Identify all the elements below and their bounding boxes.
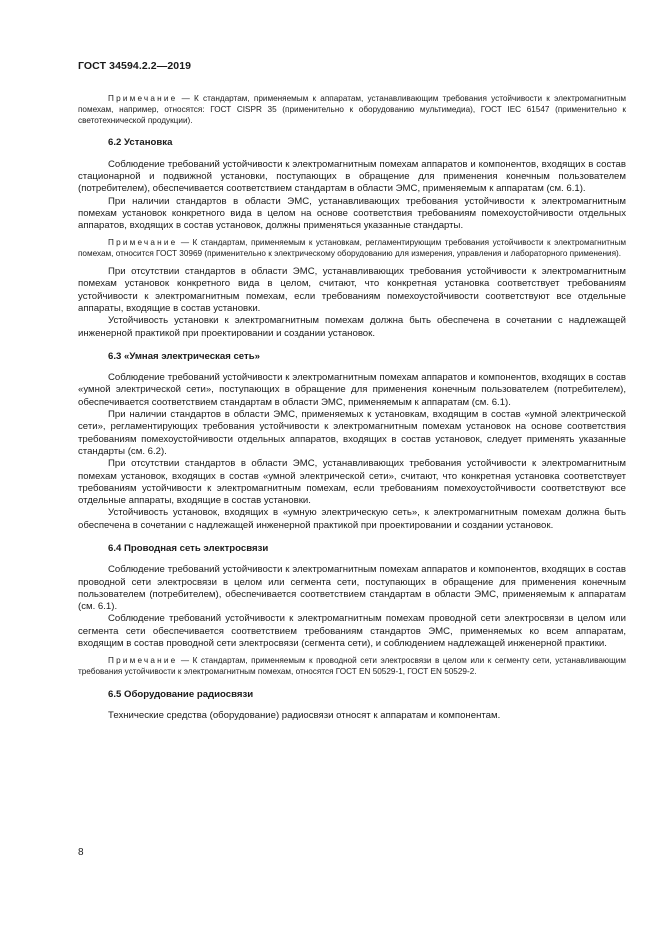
- page-number: 8: [78, 847, 84, 858]
- section-heading-6-3: 6.3 «Умная электрическая сеть»: [108, 350, 260, 362]
- section-heading-6-4: 6.4 Проводная сеть электросвязи: [108, 543, 269, 554]
- paragraph: При наличии стандартов в области ЭМС, применяемых к установкам, входящим в состав «умной электрической сети», регламентирующих требования устойчивости к электромагнитным помехам установок на основе соответствия требованиям помехоустойчивости отдельных аппаратов, входящих в состав установок, следует применять указанные стандарты (см. 6.2).: [78, 409, 626, 457]
- paragraph: Устойчивость установки к электромагнитным помехам должна быть обеспечена в сочетании с надлежащей инженерной практикой при проектировании и создании установок.: [78, 315, 626, 339]
- paragraph: Соблюдение требований устойчивости к электромагнитным помехам проводной сети электросвязи в целом или сегмента сети обеспечивается соответствием требованиям стандартов ЭМС, применяемых ко всем аппаратам, входящим в состав проводной сети электросвязи (сегмента сети), и соблюдением надлежащей инженерной практики.: [78, 613, 626, 650]
- paragraph: При отсутствии стандартов в области ЭМС, устанавливающих требования устойчивости к электромагнитным помехам установок конкретного вида в целом, считают, что конкретная установка соответствует требованиям устойчивости к электромагнитным помехам, если требованиям помехоустойчивости соответствуют все отдельные аппараты, входящие в состав установки.: [78, 266, 626, 314]
- paragraph: Соблюдение требований устойчивости к электромагнитным помехам аппаратов и компонентов, входящих в состав проводной сети электросвязи в целом или сегмента сети, поступающих в обращение для применения конечным пользователем (потребителем), обеспечивается соответствием стандартам в области ЭМС, применяемым к аппаратам (см. 6.1).: [78, 564, 626, 613]
- paragraph: Соблюдение требований устойчивости к электромагнитным помехам аппаратов и компонентов, входящих в состав «умной электрической сети», поступающих в обращение для применения конечным пользователем (потребителем), обеспечивается соответствием стандартам в области ЭМС, применяемым к аппаратам (см. 6.1).: [78, 372, 626, 408]
- note-6-1: Примечание — К стандартам, применяемым к аппаратам, устанавливающим требования устойчивости к электромагнитным помехам, например, относятся: ГОСТ CISPR 35 (применительно к оборудованию мультимедиа), ГОСТ IEC 61547 (применительно к светотехнической продукции).: [78, 94, 626, 125]
- document-header: ГОСТ 34594.2.2—2019: [78, 60, 192, 72]
- note-6-4: Примечание — К стандартам, применяемым к проводной сети электросвязи в целом или к сегменту сети, устанавливающим требования устойчивости к электромагнитным помехам, относятся ГОСТ EN 50529-1, ГОСТ EN 50529-2.: [78, 656, 626, 677]
- document-body: [78, 94, 626, 723]
- section-heading-6-5: 6.5 Оборудование радиосвязи: [108, 688, 254, 700]
- section-heading-6-2: 6.2 Установка: [108, 137, 173, 149]
- paragraph: Устойчивость установок, входящих в «умную электрическую сеть», к электромагнитным помехам должна быть обеспечена в сочетании с надлежащей инженерной практикой при проектировании и создании установок.: [78, 507, 626, 531]
- paragraph: При наличии стандартов в области ЭМС, устанавливающих требования устойчивости к электромагнитным помехам установок конкретного вида в целом на основе соответствия требованиям помехоустойчивости отдельных аппаратов, входящих в состав установок, должны применяться указанные стандарты.: [78, 195, 626, 232]
- paragraph: Технические средства (оборудование) радиосвязи относят к аппаратам и компонентам.: [108, 710, 501, 722]
- paragraph: При отсутствии стандартов в области ЭМС, устанавливающих требования устойчивости к электромагнитным помехам установок, входящих в состав «умной электрической сети», считают, что конкретная установка соответствует требованиям устойчивости к электромагнитным помехам, если требованиям помехоустойчивости соответствуют все отдельные аппараты, входящие в состав установки.: [78, 458, 626, 507]
- note-6-2: Примечание — К стандартам, применяемым к установкам, регламентирующим требования устойчивости к электромагнитным помехам, относится ГОСТ 30969 (применительно к электрическому оборудованию для измерения, управления и лабораторного применения).: [78, 238, 626, 259]
- paragraph: Соблюдение требований устойчивости к электромагнитным помехам аппаратов и компонентов, входящих в состав стационарной и подвижной установки, поступающих в обращение для применения конечным пользователем (потребителем), обеспечивается соответствием стандартам в области ЭМС, применяемым к аппаратам (см. 6.1).: [78, 158, 626, 195]
